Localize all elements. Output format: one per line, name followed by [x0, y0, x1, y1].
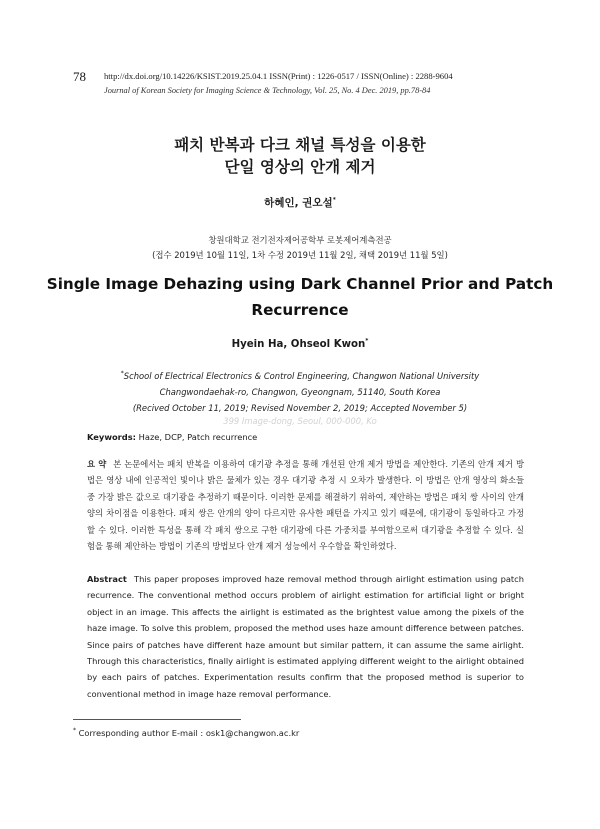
korean-dates: (접수 2019년 10월 11일, 1차 수정 2019년 11월 2일, 채택 2019년 11월 5일): [152, 250, 448, 260]
faint-template-address: 399 Image-dong, Seoul, 000-000, Ko: [223, 416, 377, 426]
journal-citation: Journal of Korean Society for Imaging Science & Technology, Vol. 25, No. 4 Dec. 2019, pp.78-84: [104, 86, 431, 95]
english-title: [0, 271, 600, 323]
english-affiliation-line-1: [0, 368, 600, 384]
english-abstract: [87, 571, 524, 702]
korean-abstract-text: 본 논문에서는 패치 반복을 이용하여 대기광 추정을 통해 개선된 안개 제거 방법을 제안한다. 기존의 안개 제거 방법은 영상 내에 인공적인 빛이나 밝은 물체가 있는 경우 대기광 추정 시 오차가 발생한다. 이 방법은 안개 영상의 화소들 중 가장 밝은 값으로 대기광을 추정하기 때문이다. 이러한 문제를 해결하기 위하여, 제안하는 방법은 패치 쌍 사이의 안개 양의 차이점을 이용한다. 패치 쌍은 안개의 양이 다르지만 유사한 패턴을 가지고 있기 때문에, 대기광이 동일하다고 가정할 수 있다. 이러한 특성을 통해 각 패치 쌍으로 구한 대기광에 다른 가중치를 부여함으로써 대기광을 추정할 수 있다. 실험을 통해 제안하는 방법이 기존의 방법보다 안개 제거 성능에서 우수함을 확인하였다.: [87, 459, 524, 552]
page-number: 78: [73, 69, 86, 84]
korean-affiliation-block: [0, 233, 600, 263]
corresponding-mark: *: [332, 196, 336, 204]
english-abstract-label: Abstract: [87, 574, 127, 584]
corresponding-mark: *: [365, 337, 369, 345]
keywords-text: Haze, DCP, Patch recurrence: [138, 432, 258, 442]
keywords-label: Keywords:: [87, 432, 136, 442]
footnote-text: Corresponding author E-mail : osk1@changwon.ac.kr: [78, 728, 300, 738]
english-author-names: Hyein Ha, Ohseol Kwon: [231, 339, 366, 350]
korean-abstract-label: 요 약: [87, 459, 107, 469]
korean-affiliation: 창원대학교 전기전자제어공학부 로봇제어계측전공: [208, 235, 392, 245]
korean-authors: [0, 195, 600, 210]
english-abstract-text: This paper proposes improved haze removal method through airlight estimation using patch recurrence. The conventional method occurs problem of airlight estimation for artificial light or bright object in an image. This affects the airlight is estimated as the brightest value among the pixels of the haze image. To solve this problem, proposed the method uses haze amount difference between patches. Since pairs of patches have different haze amount but similar pattern, it can assume the same airlight. Through this characteristics, finally airlight is estimated applying different weight to the airlight obtained by each pairs of patches. Experimentation results confirm that the proposed method is superior to conventional method in image haze removal performance.: [87, 574, 524, 699]
korean-abstract: [87, 456, 524, 554]
korean-title-line-1: 패치 반복과 다크 채널 특성을 이용한: [174, 136, 426, 154]
korean-title-line-2: 단일 영상의 안개 제거: [224, 158, 376, 176]
english-affiliation-line-2: Changwondaehak-ro, Changwon, Gyeongnam, 51140, South Korea: [159, 387, 441, 397]
korean-title: [0, 134, 600, 178]
english-authors: [0, 339, 600, 350]
doi-issn-line: http://dx.doi.org/10.14226/KSIST.2019.25.04.1 ISSN(Print) : 1226-0517 / ISSN(Online) : 2288-9604: [104, 71, 453, 81]
footnote-mark: *: [73, 727, 76, 735]
footnote: [73, 728, 299, 738]
affiliation-mark: *: [120, 370, 124, 378]
footnote-divider: [73, 719, 241, 720]
english-title-line-2: Recurrence: [251, 301, 349, 319]
english-title-line-1: Single Image Dehazing using Dark Channel Prior and Patch: [46, 275, 554, 293]
english-affiliation-block: [0, 368, 600, 416]
english-affiliation-text: School of Electrical Electronics & Control Engineering, Changwon National University: [123, 371, 480, 381]
korean-author-names: 하혜인, 권오설: [264, 197, 333, 209]
english-dates: (Recived October 11, 2019; Revised November 2, 2019; Accepted November 5): [132, 403, 468, 413]
keywords: [87, 432, 257, 442]
